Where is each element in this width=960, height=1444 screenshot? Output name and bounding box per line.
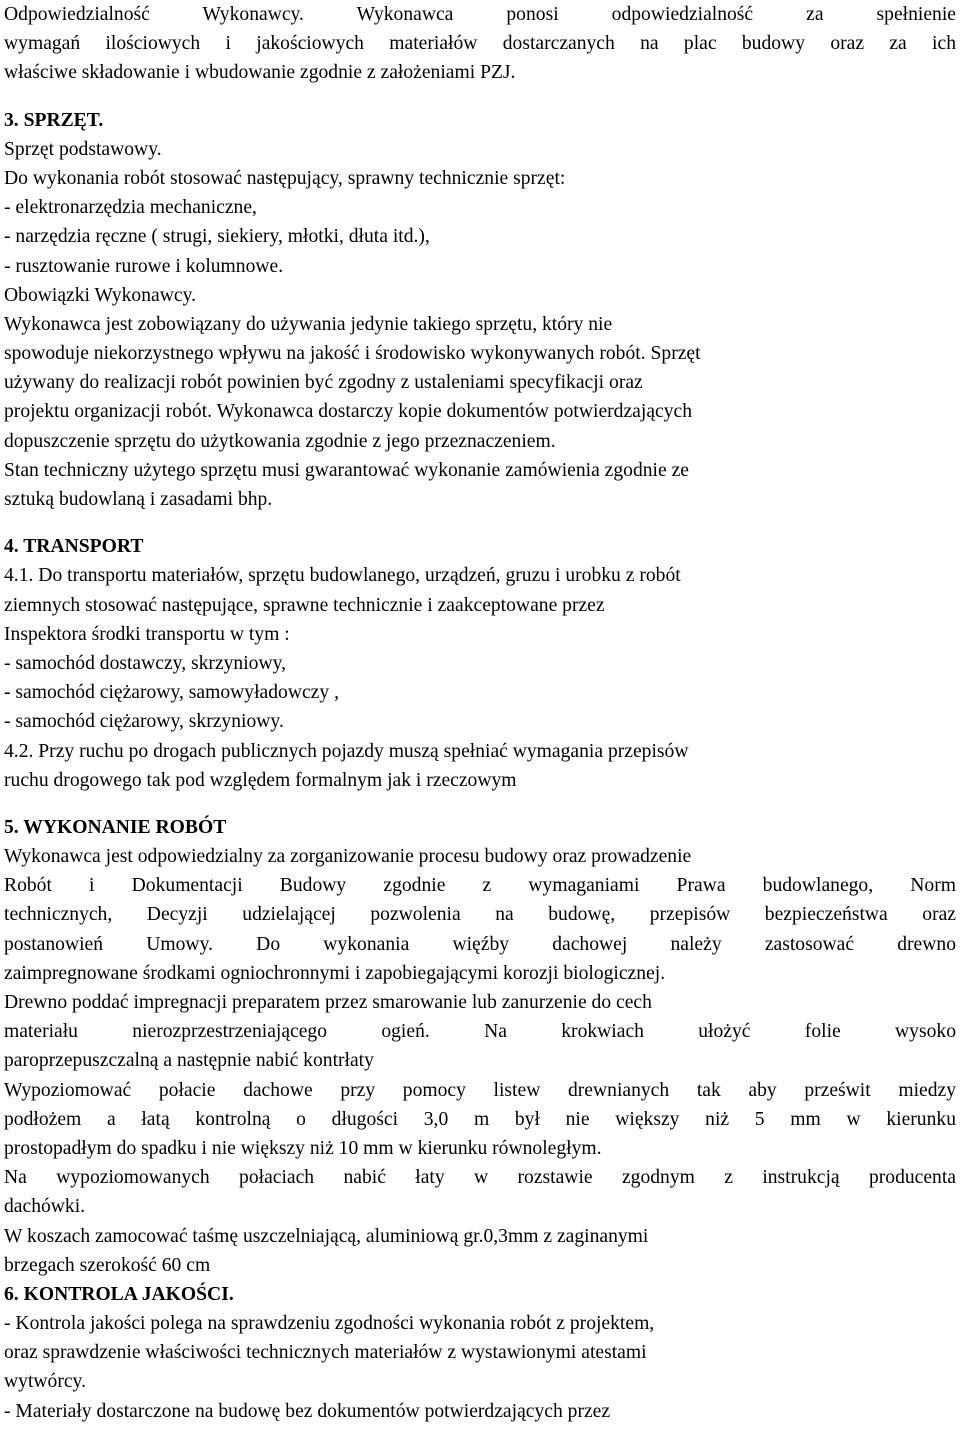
text-line: brzegach szerokość 60 cm [4, 1254, 211, 1276]
text-line: dachówki. [4, 1196, 86, 1218]
text-line: Wykonawca jest zobowiązany do używania jedynie takiego sprzętu, który nie [4, 313, 613, 335]
text-line: Robót i Dokumentacji Budowy zgodnie z wymaganiami Prawa budowlanego, Norm [4, 875, 956, 897]
section-heading: 3. SPRZĘT. [4, 109, 104, 131]
text-line: Odpowiedzialność Wykonawcy. Wykonawca ponosi odpowiedzialność za spełnienie [4, 4, 956, 25]
document-page [4, 0, 956, 1426]
text-line: ziemnych stosować następujące, sprawne technicznie i zaakceptowane przez [4, 594, 605, 616]
text-line: dopuszczenie sprzętu do użytkowania zgodnie z jego przeznaczeniem. [4, 430, 556, 452]
text-line: 4.1. Do transportu materiałów, sprzętu budowlanego, urządzeń, gruzu i urobku z robót [4, 565, 681, 587]
section-heading: 6. KONTROLA JAKOŚCI. [4, 1283, 234, 1305]
list-item: - samochód ciężarowy, skrzyniowy. [4, 711, 284, 733]
list-item: - narzędzia ręczne ( strugi, siekiery, młotki, dłuta itd.), [4, 226, 430, 248]
text-line: Inspektora środki transportu w tym : [4, 623, 290, 645]
text-line: Obowiązki Wykonawcy. [4, 284, 196, 306]
text-line: wymagań ilościowych i jakościowych materiałów dostarczanych na plac budowy oraz za ich [4, 33, 956, 55]
text-line: Stan techniczny użytego sprzętu musi gwarantować wykonanie zamówienia zgodnie ze [4, 459, 689, 481]
text-line: ruchu drogowego tak pod względem formalnym jak i rzeczowym [4, 769, 517, 791]
text-line: oraz sprawdzenie właściwości technicznych materiałów z wystawionymi atestami [4, 1342, 647, 1364]
text-line: używany do realizacji robót powinien być zgodny z ustaleniami specyfikacji oraz [4, 372, 643, 394]
text-line: sztuką budowlaną i zasadami bhp. [4, 489, 273, 510]
text-line: właściwe składowanie i wbudowanie zgodnie z założeniami PZJ. [4, 62, 516, 84]
intro-paragraph [4, 0, 956, 88]
text-line: Sprzęt podstawowy. [4, 138, 162, 160]
section-equipment [4, 106, 956, 515]
text-line: Drewno poddać impregnacji preparatem przez smarowanie lub zanurzenie do cech [4, 992, 652, 1013]
text-line: Do wykonania robót stosować następujący, sprawny technicznie sprzęt: [4, 167, 566, 189]
section-heading: 5. WYKONANIE ROBÓT [4, 816, 227, 838]
text-line: Wykonawca jest odpowiedzialny za zorganizowanie procesu budowy oraz prowadzenie [4, 846, 692, 868]
list-item: - samochód dostawczy, skrzyniowy, [4, 652, 287, 674]
text-line: prostopadłym do spadku i nie większy niż 10 mm w kierunku równoległym. [4, 1137, 602, 1159]
text-line: postanowień Umowy. Do wykonania więźby dachowej należy zastosować drewno [4, 933, 956, 955]
text-line: wytwórcy. [4, 1371, 86, 1393]
text-line: Wypoziomować połacie dachowe przy pomocy listew drewnianych tak aby prześwit miedzy [4, 1079, 956, 1101]
text-line: paroprzepuszczalną a następnie nabić kontrłaty [4, 1050, 374, 1072]
list-item: - Materiały dostarczone na budowę bez dokumentów potwierdzających przez [4, 1400, 611, 1422]
text-line: podłożem a łatą kontrolną o długości 3,0 m był nie większy niż 5 mm w kierunku [4, 1108, 956, 1130]
section-heading: 4. TRANSPORT [4, 536, 144, 558]
text-line: Na wypoziomowanych połaciach nabić łaty w rozstawie zgodnym z instrukcją producenta [4, 1167, 956, 1189]
text-line: W koszach zamocować taśmę uszczelniającą, aluminiową gr.0,3mm z zaginanymi [4, 1225, 649, 1247]
text-line: technicznych, Decyzji udzielającej pozwolenia na budowę, przepisów bezpieczeństwa oraz [4, 904, 956, 926]
list-item: - rusztowanie rurowe i kolumnowe. [4, 255, 284, 277]
section-transport [4, 532, 956, 795]
text-line: materiału nierozprzestrzeniającego ogień. Na krokwiach ułożyć folie wysoko [4, 1021, 956, 1043]
list-item: - Kontrola jakości polega na sprawdzeniu zgodności wykonania robót z projektem, [4, 1313, 655, 1335]
section-quality-control [4, 1280, 956, 1426]
text-line: 4.2. Przy ruchu po drogach publicznych pojazdy muszą spełniać wymagania przepisów [4, 740, 689, 762]
text-line: zaimpregnowane środkami ogniochronnymi i zapobiegającymi korozji biologicznej. [4, 962, 666, 984]
text-line: spowoduje niekorzystnego wpływu na jakość i środowisko wykonywanych robót. Sprzęt [4, 343, 701, 365]
list-item: - elektronarzędzia mechaniczne, [4, 197, 257, 219]
section-execution [4, 813, 956, 1280]
text-line: projektu organizacji robót. Wykonawca dostarczy kopie dokumentów potwierdzających [4, 401, 693, 423]
list-item: - samochód ciężarowy, samowyładowczy , [4, 682, 339, 704]
